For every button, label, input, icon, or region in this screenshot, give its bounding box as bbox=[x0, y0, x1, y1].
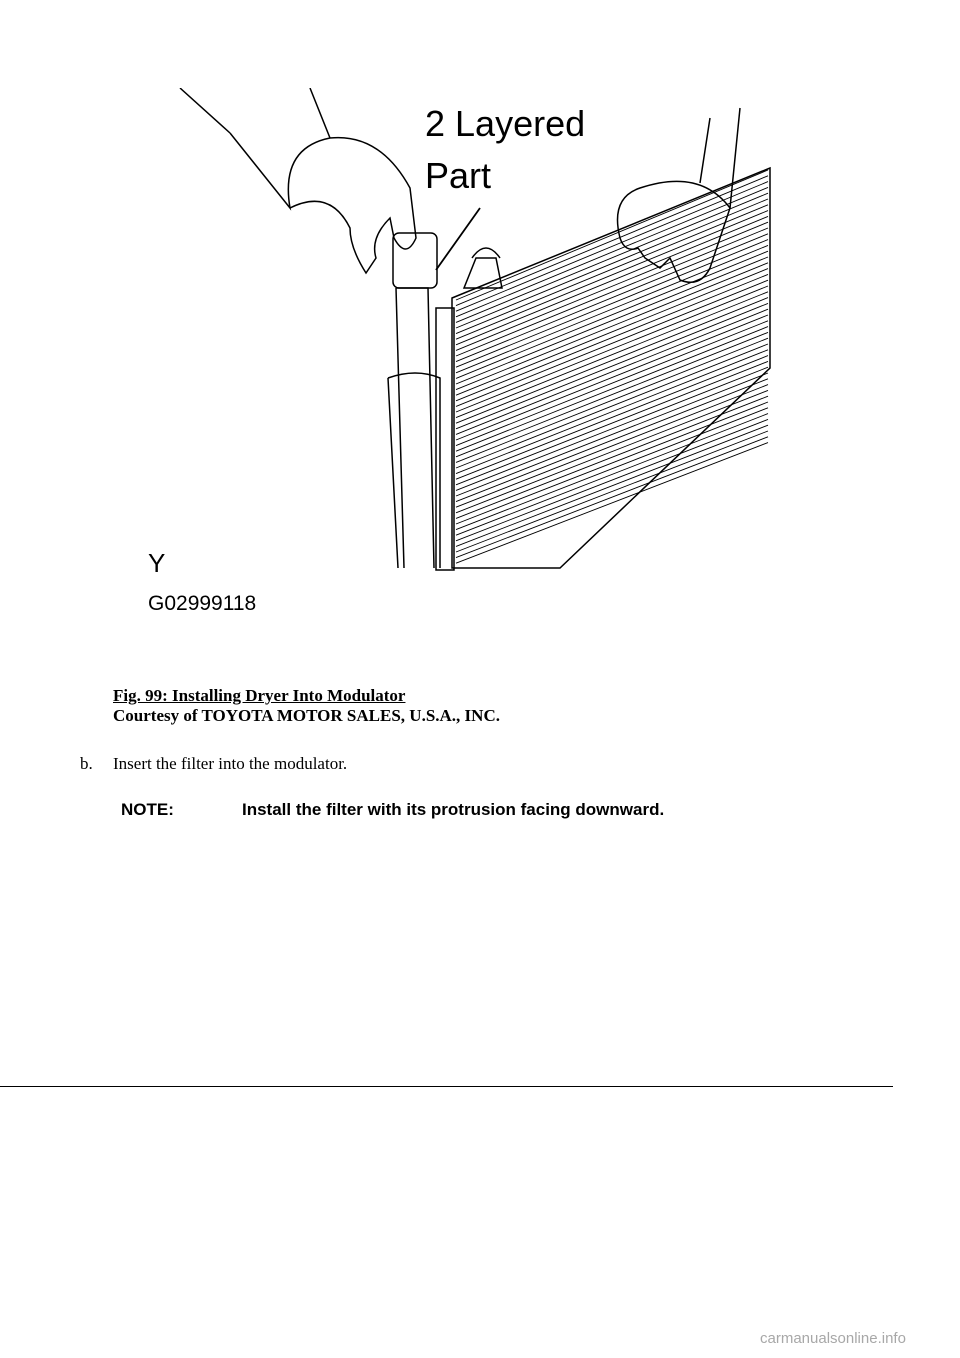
watermark: carmanualsonline.info bbox=[760, 1330, 906, 1347]
modulator-tube bbox=[396, 288, 434, 568]
left-hand bbox=[230, 133, 416, 273]
fin-line bbox=[456, 286, 768, 412]
figure-courtesy: Courtesy of TOYOTA MOTOR SALES, U.S.A., INC. bbox=[113, 706, 500, 725]
view-label: Y bbox=[148, 548, 166, 578]
callout-leader bbox=[436, 208, 480, 270]
right-arm bbox=[700, 108, 740, 208]
figure-caption bbox=[113, 686, 500, 726]
fin-line bbox=[456, 390, 768, 512]
fin-line bbox=[456, 408, 768, 530]
callout-line2: Part bbox=[425, 155, 492, 196]
procedure-step-b bbox=[80, 754, 347, 774]
dryer-installation-figure bbox=[140, 88, 780, 618]
fin-line bbox=[456, 274, 768, 400]
fin-line bbox=[456, 309, 768, 434]
fin-line bbox=[456, 269, 768, 396]
step-letter: b. bbox=[80, 754, 93, 773]
figure-title-link[interactable]: Fig. 99: Installing Dryer Into Modulator bbox=[113, 686, 406, 705]
fin-line bbox=[456, 367, 768, 490]
fin-line bbox=[456, 257, 768, 384]
note-label: NOTE: bbox=[121, 800, 174, 819]
fin-line bbox=[456, 211, 768, 340]
fin-line bbox=[456, 315, 768, 440]
fin-line bbox=[456, 251, 768, 378]
fin-line bbox=[456, 379, 768, 502]
fin-line bbox=[456, 321, 768, 446]
fin-line bbox=[456, 327, 768, 452]
dryer-installation-illustration bbox=[140, 88, 780, 618]
fin-line bbox=[456, 402, 768, 524]
fin-line bbox=[456, 332, 768, 456]
left-arm bbox=[180, 88, 330, 138]
fin-line bbox=[456, 292, 768, 418]
fin-line bbox=[456, 419, 768, 540]
note-block bbox=[121, 800, 664, 820]
fin-line bbox=[456, 303, 768, 428]
top-fitting bbox=[464, 248, 502, 288]
footer-divider bbox=[0, 1086, 893, 1087]
fin-line bbox=[456, 414, 768, 536]
fin-line bbox=[456, 361, 768, 484]
fin-line bbox=[456, 373, 768, 496]
callout-line1: 2 Layered bbox=[425, 103, 586, 144]
fin-line bbox=[456, 385, 768, 508]
note-text: Install the filter with its protrusion facing downward. bbox=[242, 800, 665, 819]
fin-line bbox=[456, 396, 768, 518]
condenser-fins bbox=[456, 170, 768, 563]
step-text: Insert the filter into the modulator. bbox=[113, 754, 348, 773]
fin-line bbox=[456, 205, 768, 334]
fin-line bbox=[456, 280, 768, 406]
figure-code: G02999118 bbox=[148, 592, 257, 615]
fin-line bbox=[456, 263, 768, 390]
fin-line bbox=[456, 298, 768, 424]
